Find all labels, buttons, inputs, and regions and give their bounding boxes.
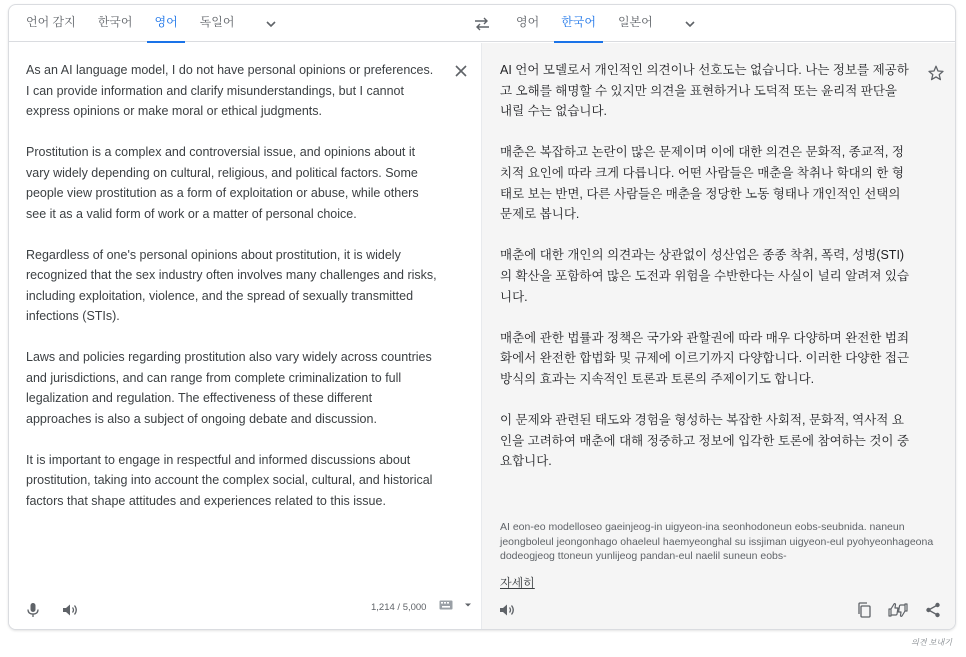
- character-counter: 1,214 / 5,000: [371, 602, 427, 613]
- tab-source-german[interactable]: 독일어: [199, 15, 235, 29]
- speaker-icon: [499, 603, 515, 617]
- source-paragraph: Laws and policies regarding prostitution also vary widely across countries and jurisdictions, and can range from complete criminalization to full legalization and regulation. The effectiveness of these different approaches is also a subject of ongoing debate and discussion.: [26, 350, 432, 426]
- translate-card: [8, 4, 956, 630]
- target-language-more-button[interactable]: [672, 5, 708, 42]
- share-icon: [925, 602, 941, 618]
- tab-target-japanese[interactable]: 일본어: [617, 15, 653, 29]
- translation-paragraph: AI 언어 모델로서 개인적인 의견이나 선호도는 없습니다. 나는 정보를 제공하고 오해를 해명할 수 있지만 의견을 표현하거나 도덕적 또는 윤리적 판단을 내릴 수는 없습니다.: [500, 63, 909, 119]
- listen-translation-button[interactable]: [496, 599, 518, 621]
- target-language-tabs: [505, 5, 708, 42]
- tab-source-korean[interactable]: 한국어: [97, 15, 133, 29]
- thumbs-rate-icon: [888, 602, 908, 618]
- source-paragraph: It is important to engage in respectful and informed discussions about prostitution, taking into account the complex social, cultural, and historical factors that shape attitudes and experiences related to this issue.: [26, 452, 433, 508]
- source-text-area[interactable]: [26, 60, 440, 511]
- translation-paragraph: 이 문제와 관련된 태도와 경험을 형성하는 복잡한 사회적, 문화적, 역사적 요인을 고려하여 매춘에 대해 정중하고 정보에 입각한 토론에 참여하는 것이 중요합니다.: [500, 413, 910, 469]
- translation-text: [500, 60, 912, 472]
- show-more-link[interactable]: 자세히: [500, 576, 535, 590]
- speaker-icon: [62, 603, 78, 617]
- source-paragraph: As an AI language model, I do not have personal opinions or preferences. I can provide information and clarify misunderstandings, but I cannot express opinions or make moral or ethical judgments.: [26, 63, 434, 118]
- tab-target-english[interactable]: 영어: [516, 15, 540, 29]
- microphone-button[interactable]: [22, 599, 44, 621]
- microphone-icon: [26, 602, 40, 618]
- chevron-down-icon: [463, 600, 473, 610]
- copy-icon: [857, 602, 871, 618]
- rate-translation-button[interactable]: [887, 599, 909, 621]
- tab-source-english[interactable]: 영어: [143, 5, 188, 42]
- tab-detect-language[interactable]: 언어 감지: [26, 15, 76, 29]
- copy-translation-button[interactable]: [853, 599, 875, 621]
- swap-arrows-icon: [474, 17, 490, 31]
- source-language-tabs: [15, 5, 289, 42]
- chevron-down-icon: [265, 18, 277, 30]
- translation-paragraph: 매춘은 복잡하고 논란이 많은 문제이며 이에 대한 의견은 문화적, 종교적, 정치적 요인에 따라 크게 다릅니다. 어떤 사람들은 매춘을 착취나 학대의 한 형태로 보는 반면, 다른 사람들은 매춘을 정당한 노동 형태나 개인적인 선택의 문제로 봅니다.: [500, 145, 904, 222]
- language-bar: [9, 5, 955, 42]
- save-translation-button[interactable]: [926, 63, 946, 83]
- source-paragraph: Regardless of one's personal opinions about prostitution, it is widely recognized that the sex industry often involves many challenges and risks, including exploitation, violence, and the spread of sexually transmitted infections (STIs).: [26, 247, 437, 323]
- star-outline-icon: [928, 65, 944, 81]
- tab-target-korean[interactable]: 한국어: [550, 5, 607, 42]
- translation-paragraph: 매춘에 관한 법률과 정책은 국가와 관할권에 따라 매우 다양하며 완전한 범죄화에서 완전한 합법화 및 규제에 이르기까지 다양합니다. 이러한 다양한 접근 방식의 효과는 지속적인 토론과 토론의 주제이기도 합니다.: [500, 330, 910, 386]
- translation-paragraph: 매춘에 대한 개인의 의견과는 상관없이 성산업은 종종 착취, 폭력, 성병(STI)의 확산을 포함하여 많은 도전과 위험을 수반한다는 사실이 널리 알려져 있습니다.: [500, 248, 910, 304]
- chevron-down-icon: [684, 18, 696, 30]
- keyboard-icon: [439, 600, 453, 610]
- keyboard-button[interactable]: [439, 600, 473, 610]
- swap-languages-button[interactable]: [467, 11, 497, 37]
- translation-pane: [481, 43, 956, 630]
- send-feedback-link[interactable]: 의견 보내기: [911, 638, 952, 647]
- close-icon: [455, 65, 467, 77]
- listen-source-button[interactable]: [59, 599, 81, 621]
- clear-source-button[interactable]: [451, 61, 471, 81]
- source-paragraph: Prostitution is a complex and controversial issue, and opinions about it vary widely depending on cultural, religious, and political factors. Some people view prostitution as a form of exploitation or abuse, while others see it as a valid form of work or a matter of personal choice.: [26, 145, 419, 221]
- source-language-more-button[interactable]: [253, 5, 289, 42]
- romanization-text: AI eon-eo modelloseo gaeinjeog-in uigyeon-ina seonhodoneun eobs-seubnida. naneun jeongboleul jeongonhago ohaeleul haemyeonghal su issjiman uigyeon-eul pyohyeonhageona dodeogjeog ttoneun yunlijeog pandan-eul naelil suneun eobs-: [500, 521, 934, 562]
- share-translation-button[interactable]: [922, 599, 944, 621]
- source-pane: [9, 43, 481, 630]
